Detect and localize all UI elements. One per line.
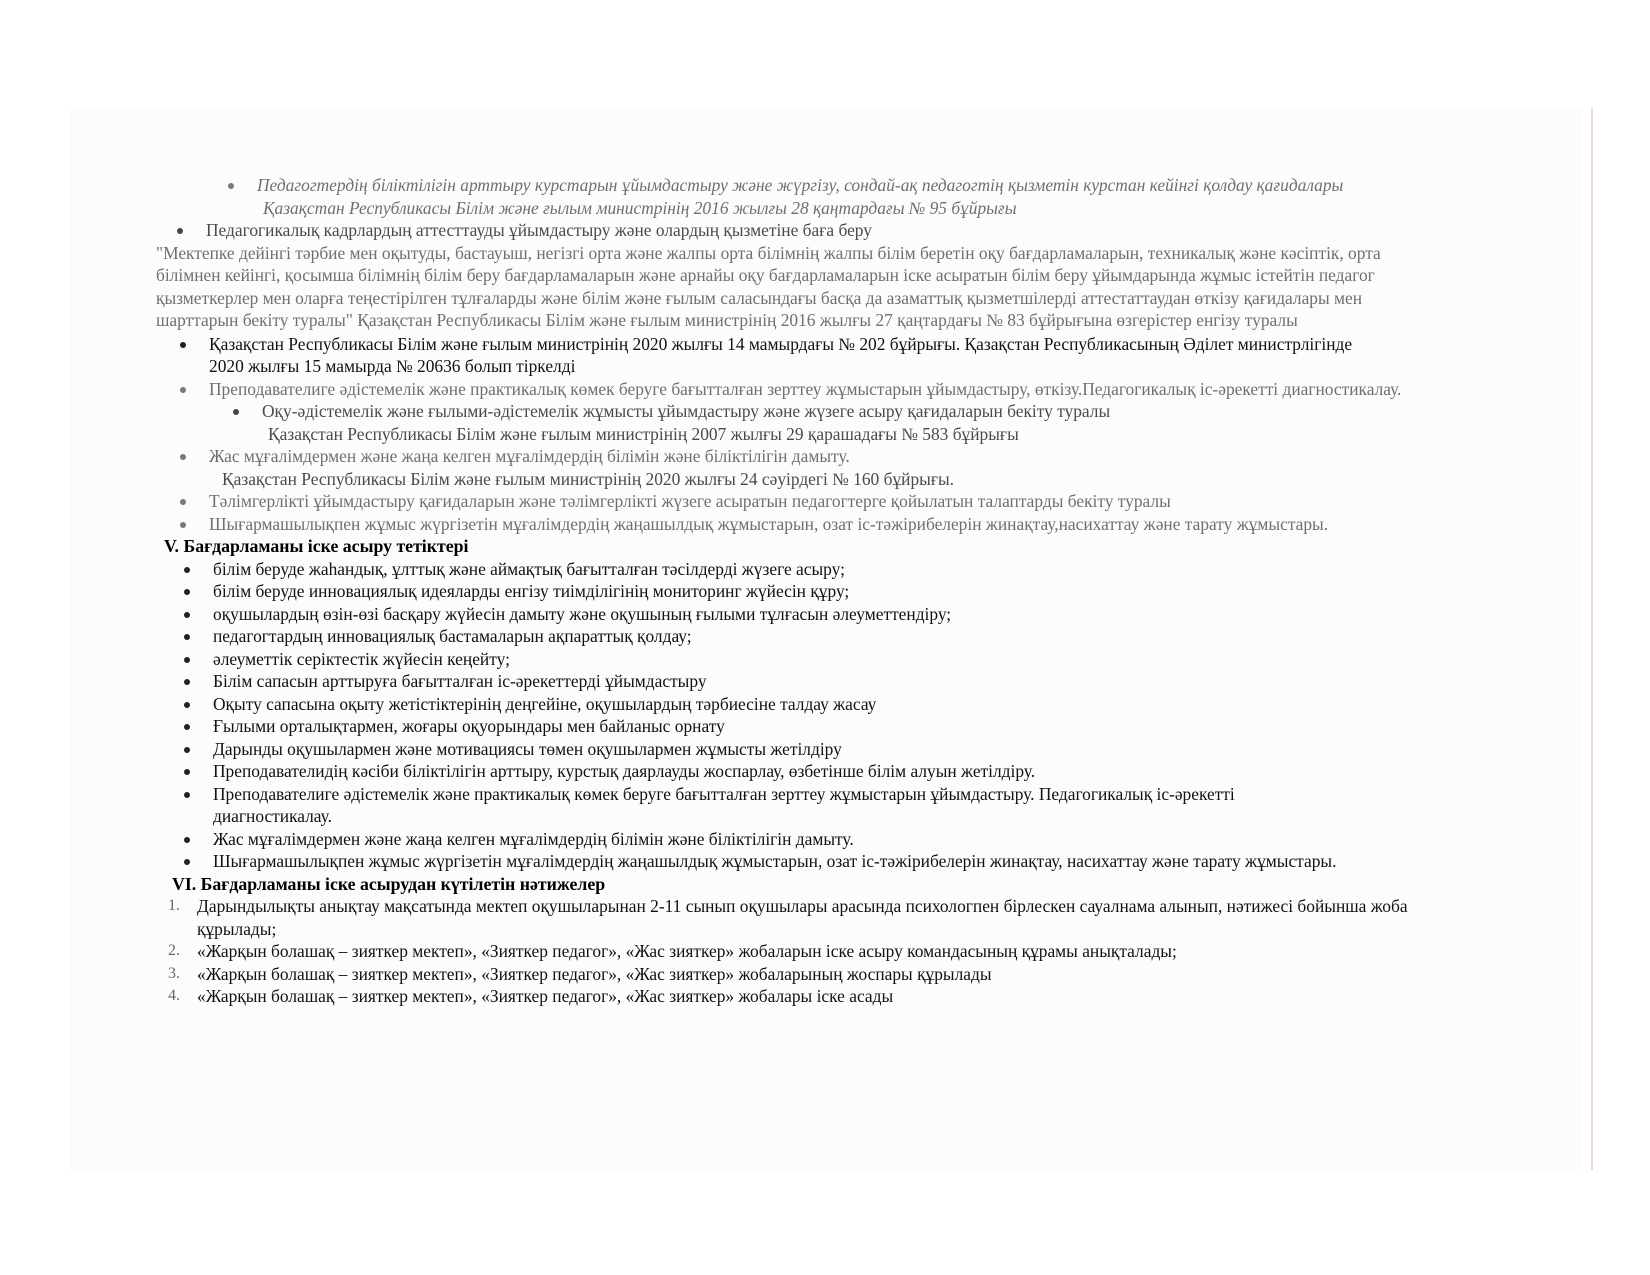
bullet-icon [184, 837, 190, 843]
list-item [160, 333, 1389, 378]
list-item [160, 580, 1350, 603]
list-item-text: білім беруде инновациялық идеяларды енгізу тиімділігінің мониторинг жүйесін құру; [213, 581, 850, 601]
bullet-icon [184, 769, 190, 775]
item-number: 2. [168, 942, 180, 959]
list-item [160, 603, 1350, 626]
bullet-icon [184, 567, 190, 573]
paragraph: "Мектепке дейінгі тәрбие мен оқытуды, бастауыш, негізгі орта және жалпы орта білімнің жалпы білім беретін оқу бағдарламаларын, техникалық және кәсіптік, орта білімнен кейінгі, қосымша білімнің білім беру бағдарламаларын және арнайы оқу бағдарламаларын іске асыратын білім беру ұйымдарында жұмыс істейтін педагог қызметкерлер мен оларға теңестірілген тұлғаларды және білім және ғылым саласындағы басқа да азаматтық қызметшілерді аттестаттаудан өткізу қағидалары мен шарттарын бекіту туралы" Қазақстан Республикасы Білім және ғылым министрінің 2016 жылғы 27 қаңтардағы № 83 бұйрығына өзгерістер енгізу туралы [156, 242, 1381, 330]
numbered-item [160, 940, 1410, 963]
list-item-text: Преподавателидің кәсіби біліктілігін арттыру, курстық даярлауды жоспарлау, өзбетінше білім алуын жетілдіру. [213, 761, 1036, 781]
list-item [160, 828, 1350, 851]
list-item [160, 445, 1500, 468]
bullet-icon [184, 724, 190, 730]
list-item-text: Оқу-әдістемелік және ғылыми-әдістемелік жұмысты ұйымдастыру және жүзеге асыру қағидаларын бекіту туралы [262, 401, 1111, 421]
list-item-text: оқушылардың өзін-өзі басқару жүйесін дамыту және оқушының ғылыми тұлғасын әлеуметтендіру; [213, 603, 952, 624]
list-item-text: Оқыту сапасына оқыту жетістіктерінің деңгейіне, оқушылардың тәрбиесіне талдау жасау [213, 693, 877, 714]
bullet-icon [180, 499, 186, 505]
list-item-text: «Жарқын болашақ – зияткер мектеп», «Зияткер педагог», «Жас зияткер» жобалары іске асады [197, 986, 894, 1006]
order-reference: Қазақстан Республикасы Білім және ғылым министрінің 2016 жылғы 28 қаңтардағы № 95 бұйрығы [263, 197, 1017, 218]
list-item [160, 558, 1350, 581]
list-item [160, 693, 1350, 716]
list-item [160, 850, 1350, 873]
bullet-icon [184, 657, 190, 663]
list-item [160, 490, 1500, 513]
list-item [160, 174, 1497, 197]
list-item-text: Ғылыми орталықтармен, жоғары оқуорындары мен байланыс орнату [213, 716, 725, 736]
bullet-icon [228, 183, 234, 189]
bullet-icon [184, 859, 190, 865]
list-item [160, 378, 1449, 401]
bullet-icon [184, 702, 190, 708]
order-reference: Қазақстан Республикасы Білім және ғылым министрінің 2020 жылғы 24 сәуірдегі № 160 бұйрығы. [222, 468, 954, 489]
list-item-text: білім беруде жаһандық, ұлттық және аймақтық бағытталған тәсілдерді жүзеге асыру; [213, 558, 845, 579]
bullet-icon [180, 454, 186, 460]
list-item-text: Педагогикалық кадрлардың аттесттауды ұйымдастыру және олардың қызметіне баға беру [206, 220, 872, 240]
numbered-item [160, 963, 1410, 986]
list-item [160, 513, 1389, 536]
list-item [160, 715, 1350, 738]
list-item [160, 783, 1350, 828]
bullet-icon [184, 589, 190, 595]
list-item-text: Шығармашылықпен жұмыс жүргізетін мұғалімдердің жаңашылдық жұмыстарын, озат іс-тәжірибелерін жинақтау, насихаттау және тарату жұмыстары. [213, 851, 1337, 871]
numbered-item [160, 895, 1410, 940]
bullet-icon [180, 342, 186, 348]
list-item [160, 219, 1500, 242]
list-item [160, 670, 1350, 693]
list-item [160, 760, 1350, 783]
page-edge [1591, 108, 1593, 1170]
section-heading: VI. Бағдарламаны іске асырудан күтілетін нәтижелер [172, 873, 606, 894]
list-item-text: Шығармашылықпен жұмыс жүргізетін мұғалімдердің жаңашылдық жұмыстарын, озат іс-тәжірибелерін жинақтау,насихаттау және тарату жұмыстары. [209, 513, 1329, 534]
list-item-text: әлеуметтік серіктестік жүйесін кеңейту; [213, 648, 510, 669]
mechanisms-list [160, 558, 1350, 873]
bullet-icon [184, 679, 190, 685]
list-item-text: Жас мұғалімдермен және жаңа келген мұғалімдердің білімін және біліктілігін дамыту. [209, 446, 850, 466]
list-item-text: «Жарқын болашақ – зияткер мектеп», «Зияткер педагог», «Жас зияткер» жобаларын іске асыру командасының құрамы анықталады; [197, 941, 1177, 961]
bullet-icon [180, 387, 186, 393]
numbered-item [160, 985, 1410, 1008]
list-item-text: Білім сапасын арттыруға бағытталған іс-әрекеттерді ұйымдастыру [213, 671, 707, 691]
list-item-text: «Жарқын болашақ – зияткер мектеп», «Зияткер педагог», «Жас зияткер» жобаларының жоспары құрылады [197, 963, 992, 984]
bullet-icon [177, 228, 183, 234]
list-item-text: Жас мұғалімдермен және жаңа келген мұғалімдердің білімін және біліктілігін дамыту. [213, 828, 854, 849]
item-number: 3. [168, 964, 180, 982]
list-item [160, 648, 1350, 671]
list-item-text: Қазақстан Республикасы Білім және ғылым министрінің 2020 жылғы 14 мамырдағы № 202 бұйрығы. Қазақстан Республикасының Әділет министрлігінде 2020 жылғы 15 мамырда № 20636 болып тіркелді [209, 333, 1353, 376]
list-item-text: Педагогтердің біліктілігін арттыру курстарын ұйымдастыру және жүргізу, сондай-ақ педагогтің қызметін курстан кейінгі қолдау қағидалары [257, 175, 1344, 195]
list-item-text: Преподавателиге әдістемелік және практикалық көмек беруге бағытталған зерттеу жұмыстарын ұйымдастыру, өткізу.Педагогикалық іс-әрекетті диагностикалау. [209, 378, 1402, 399]
bullet-icon [233, 409, 239, 415]
bullet-icon [184, 634, 190, 640]
list-item [160, 738, 1350, 761]
bullet-icon [184, 747, 190, 753]
list-item [160, 625, 1350, 648]
list-item-text: педагогтардың инновациялық бастамаларын ақпараттық қолдау; [213, 626, 692, 646]
document-body [156, 174, 1500, 1008]
results-list [160, 895, 1410, 1008]
list-item-text: Преподавателиге әдістемелік және практикалық көмек беруге бағытталған зерттеу жұмыстарын ұйымдастыру. Педагогикалық іс-әрекетті диагностикалау. [213, 783, 1235, 826]
list-item-text: Дарынды оқушылармен және мотивациясы төмен оқушылармен жұмысты жетілдіру [213, 738, 842, 759]
item-number: 1. [168, 897, 180, 914]
bullet-icon [180, 522, 186, 528]
list-item [160, 400, 1500, 423]
bullet-icon [184, 612, 190, 618]
bullet-icon [184, 792, 190, 798]
item-number: 4. [168, 987, 180, 1004]
order-reference: Қазақстан Республикасы Білім және ғылым министрінің 2007 жылғы 29 қарашадағы № 583 бұйрығы [268, 423, 1019, 444]
section-heading: V. Бағдарламаны іске асыру тетіктері [164, 536, 469, 556]
list-item-text: Тәлімгерлікті ұйымдастыру қағидаларын және тәлімгерлікті жүзеге асыратын педагогтерге қойылатын талаптарды бекіту туралы [209, 491, 1171, 511]
list-item-text: Дарындылықты анықтау мақсатында мектеп оқушыларынан 2-11 сынып оқушылары арасында психологпен бірлескен сауалнама алынып, нәтижесі бойынша жоба құрылады; [197, 896, 1408, 939]
